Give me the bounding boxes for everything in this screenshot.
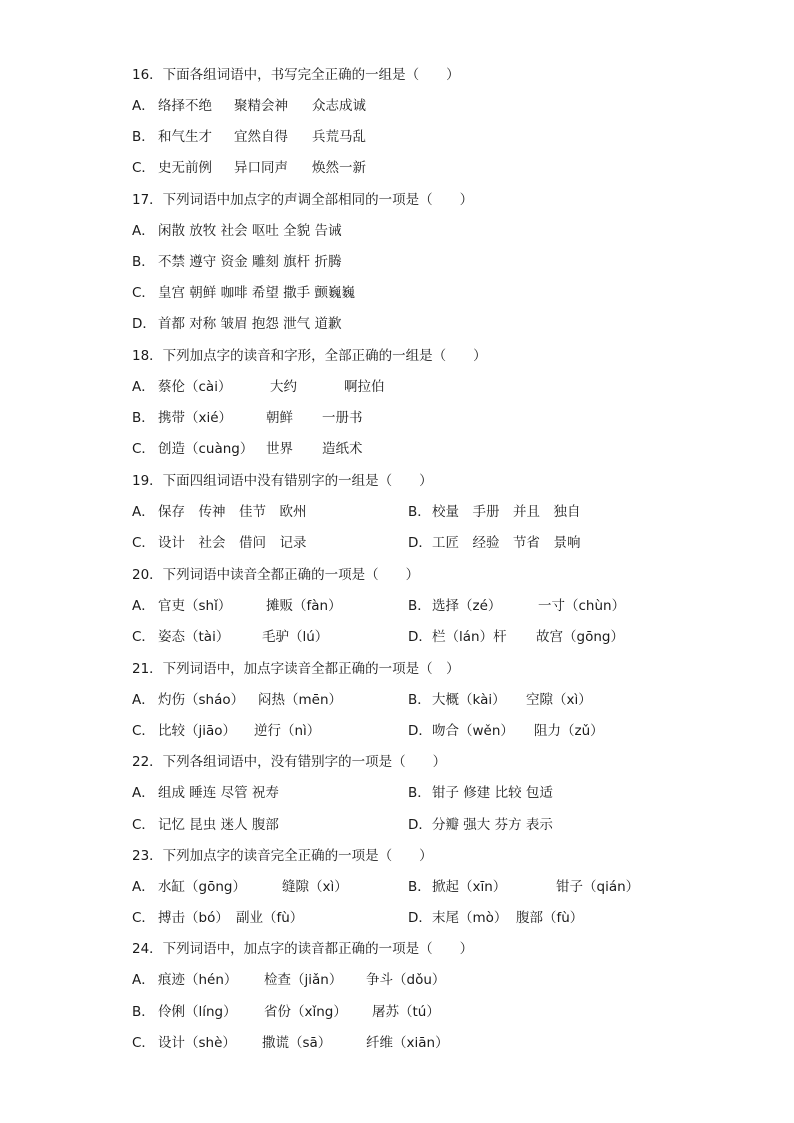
option-letter: C． bbox=[132, 910, 155, 926]
option-word: 创造（cuàng） bbox=[158, 441, 254, 457]
option-word: 一册书 bbox=[322, 410, 363, 426]
option-letter: A． bbox=[132, 98, 155, 114]
option-word: 朝鲜 bbox=[266, 410, 293, 426]
option-letter: B． bbox=[408, 692, 431, 708]
option-word: 钳子 修建 比较 包适 bbox=[432, 785, 553, 801]
option-letter: C． bbox=[132, 441, 155, 457]
option-word: 毛驴（lú） bbox=[262, 629, 329, 645]
question-17-stem: 17．下列词语中加点字的声调全部相同的一项是（ ） bbox=[132, 192, 474, 208]
option-word: 搏击（bó） bbox=[158, 910, 229, 926]
option-letter: A． bbox=[132, 785, 155, 801]
option-word: 副业（fù） bbox=[236, 910, 304, 926]
option-word: 姿态（tài） bbox=[158, 629, 230, 645]
option-letter: B． bbox=[408, 504, 431, 520]
option-word: 携带（xié） bbox=[158, 410, 233, 426]
option-word: 首都 对称 皱眉 抱怨 泄气 道歉 bbox=[158, 316, 342, 332]
question-20-stem: 20．下列词语中读音全都正确的一项是（ ） bbox=[132, 567, 420, 583]
option-word: 史无前例 bbox=[158, 160, 212, 176]
question-21-stem: 21．下列词语中，加点字读音全都正确的一项是（ ） bbox=[132, 661, 460, 677]
option-letter: C． bbox=[132, 1035, 155, 1051]
question-18-stem: 18．下列加点字的读音和字形，全部正确的一组是（ ） bbox=[132, 348, 487, 364]
option-word: 闲散 放牧 社会 呕吐 全貌 告诫 bbox=[158, 223, 342, 239]
option-letter: C． bbox=[132, 285, 155, 301]
option-word: 掀起（xīn） bbox=[432, 879, 507, 895]
option-word: 络择不绝 bbox=[158, 98, 212, 114]
option-letter: A． bbox=[132, 879, 155, 895]
option-word: 吻合（wěn） bbox=[432, 723, 514, 739]
question-22-stem: 22．下列各组词语中，没有错别字的一项是（ ） bbox=[132, 754, 447, 770]
option-word: 闷热（mēn） bbox=[258, 692, 343, 708]
option-word: 末尾（mò） bbox=[432, 910, 508, 926]
option-word: 纤维（xiān） bbox=[366, 1035, 449, 1051]
option-word: 栏（lán）杆 bbox=[432, 629, 507, 645]
option-word: 撒谎（sā） bbox=[262, 1035, 332, 1051]
option-word: 检查（jiǎn） bbox=[264, 972, 343, 988]
option-word: 兵荒马乱 bbox=[312, 129, 366, 145]
option-letter: D． bbox=[408, 910, 432, 926]
option-word: 官吏（shǐ） bbox=[158, 598, 232, 614]
option-letter: B． bbox=[132, 254, 155, 270]
option-word: 争斗（dǒu） bbox=[366, 972, 446, 988]
option-letter: D． bbox=[408, 817, 432, 833]
option-letter: B． bbox=[408, 879, 431, 895]
option-word: 灼伤（sháo） bbox=[158, 692, 245, 708]
option-word: 校量 手册 并且 独自 bbox=[432, 504, 581, 520]
option-word: 蔡伦（cài） bbox=[158, 379, 232, 395]
option-letter: A． bbox=[132, 972, 155, 988]
option-letter: B． bbox=[408, 598, 431, 614]
option-word: 异口同声 bbox=[234, 160, 288, 176]
option-letter: A． bbox=[132, 504, 155, 520]
option-letter: A． bbox=[132, 379, 155, 395]
option-word: 记忆 昆虫 迷人 腹部 bbox=[158, 817, 279, 833]
option-word: 一寸（chùn） bbox=[538, 598, 626, 614]
option-word: 水缸（gōng） bbox=[158, 879, 246, 895]
question-24-stem: 24．下列词语中，加点字的读音都正确的一项是（ ） bbox=[132, 941, 474, 957]
option-letter: D． bbox=[408, 723, 432, 739]
option-letter: A． bbox=[132, 692, 155, 708]
option-word: 世界 bbox=[266, 441, 293, 457]
option-word: 选择（zé） bbox=[432, 598, 502, 614]
option-letter: C． bbox=[132, 723, 155, 739]
option-letter: D． bbox=[132, 316, 156, 332]
option-word: 众志成诚 bbox=[312, 98, 366, 114]
option-word: 设计（shè） bbox=[158, 1035, 236, 1051]
option-word: 逆行（nì） bbox=[254, 723, 321, 739]
option-letter: C． bbox=[132, 535, 155, 551]
option-word: 造纸术 bbox=[322, 441, 363, 457]
option-word: 空隙（xì） bbox=[526, 692, 592, 708]
question-23-stem: 23．下列加点字的读音完全正确的一项是（ ） bbox=[132, 848, 433, 864]
option-word: 缝隙（xì） bbox=[282, 879, 348, 895]
option-letter: B． bbox=[408, 785, 431, 801]
option-word: 大概（kài） bbox=[432, 692, 506, 708]
option-word: 比较（jiāo） bbox=[158, 723, 237, 739]
option-letter: A． bbox=[132, 598, 155, 614]
option-word: 宜然自得 bbox=[234, 129, 288, 145]
option-word: 啊拉伯 bbox=[344, 379, 385, 395]
option-word: 大约 bbox=[270, 379, 297, 395]
option-word: 焕然一新 bbox=[312, 160, 366, 176]
option-word: 伶俐（líng） bbox=[158, 1004, 237, 1020]
option-letter: D． bbox=[408, 535, 432, 551]
option-word: 工匠 经验 节省 景响 bbox=[432, 535, 581, 551]
option-word: 和气生才 bbox=[158, 129, 212, 145]
option-word: 腹部（fù） bbox=[516, 910, 584, 926]
option-word: 不禁 遵守 资金 雕刻 旗杆 折腾 bbox=[158, 254, 342, 270]
option-word: 钳子（qián） bbox=[556, 879, 640, 895]
option-word: 分瓣 强大 芬方 表示 bbox=[432, 817, 553, 833]
option-word: 省份（xǐng） bbox=[264, 1004, 347, 1020]
option-letter: D． bbox=[408, 629, 432, 645]
option-word: 设计 社会 借问 记录 bbox=[158, 535, 307, 551]
option-word: 皇宫 朝鲜 咖啡 希望 撒手 颤巍巍 bbox=[158, 285, 355, 301]
option-letter: A． bbox=[132, 223, 155, 239]
option-word: 保存 传神 佳节 欧州 bbox=[158, 504, 307, 520]
option-word: 摊贩（fàn） bbox=[266, 598, 342, 614]
option-word: 痕迹（hén） bbox=[158, 972, 238, 988]
option-word: 聚精会神 bbox=[234, 98, 288, 114]
option-letter: B． bbox=[132, 410, 155, 426]
question-16-stem: 16．下面各组词语中，书写完全正确的一组是（ ） bbox=[132, 67, 460, 83]
option-letter: B． bbox=[132, 129, 155, 145]
option-word: 屠苏（tú） bbox=[372, 1004, 440, 1020]
option-word: 阻力（zǔ） bbox=[534, 723, 604, 739]
option-word: 组成 睡连 尽管 祝寿 bbox=[158, 785, 279, 801]
option-letter: C． bbox=[132, 629, 155, 645]
option-letter: C． bbox=[132, 817, 155, 833]
option-word: 故宫（gōng） bbox=[536, 629, 624, 645]
question-19-stem: 19．下面四组词语中没有错别字的一组是（ ） bbox=[132, 473, 433, 489]
option-letter: B． bbox=[132, 1004, 155, 1020]
option-letter: C． bbox=[132, 160, 155, 176]
